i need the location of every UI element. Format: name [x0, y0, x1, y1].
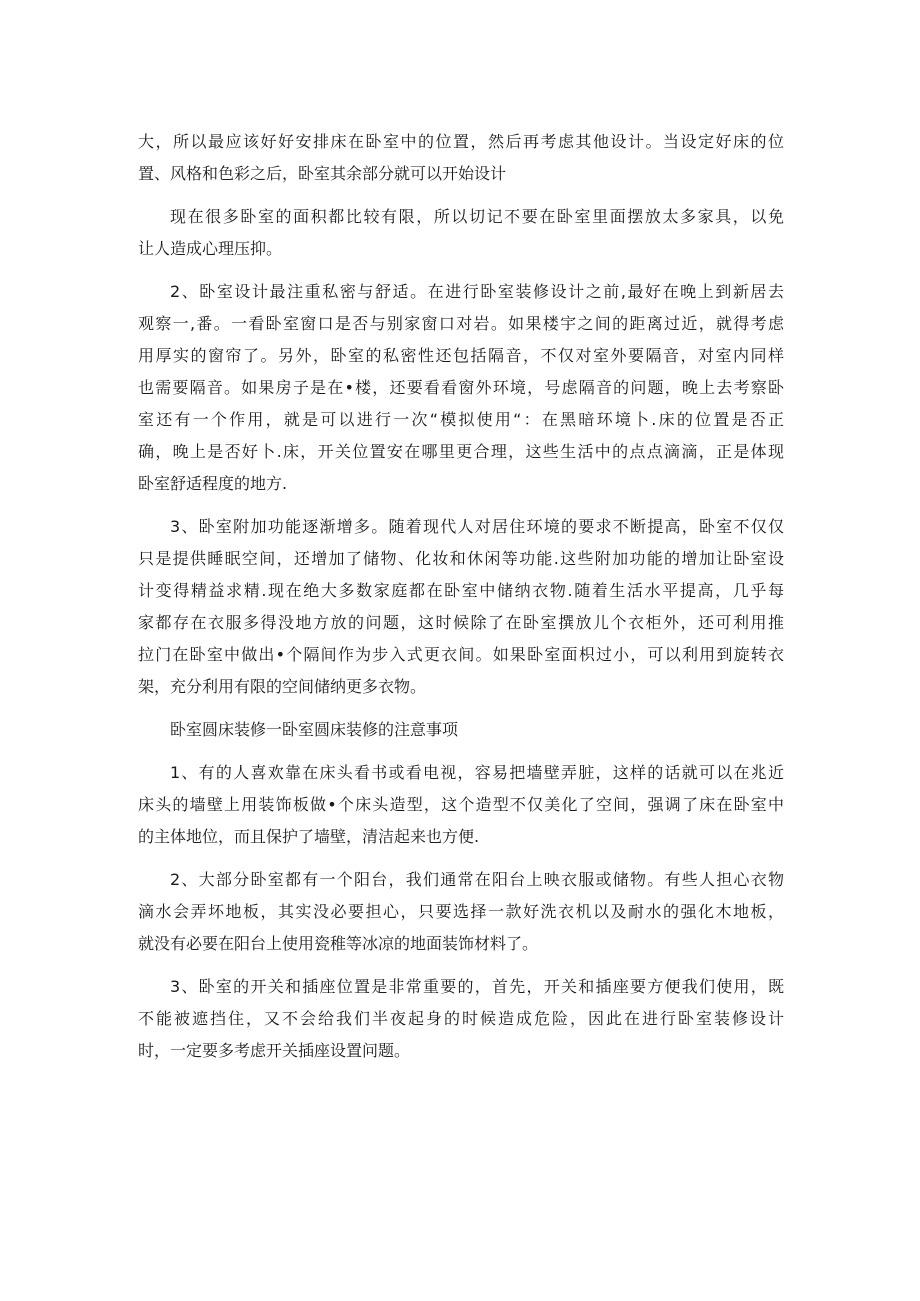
- text-line: 2、卧室设计最注重私密与舒适。在进行卧室装修设计之前,最好在晚上到新居去: [170, 282, 784, 301]
- text-line: 的主体地位，而且保护了墙壁，清洁起来也方便.: [138, 827, 480, 846]
- paragraph-balcony: [138, 864, 784, 960]
- paragraph-switches-sockets: [138, 971, 784, 1067]
- paragraph-section-heading: [138, 714, 784, 746]
- paragraph-additional-functions: [138, 511, 784, 703]
- text-line: 架，充分利用有限的空间储纳更多衣物。: [138, 677, 427, 696]
- text-line: 卧室舒适程度的地方.: [138, 474, 288, 493]
- text-line: 卧室圆床装修一卧室圆床装修的注意事项: [170, 720, 459, 739]
- text-line: 家都存在衣服多得没地方放的问题，这时候除了在卧室撰放儿个衣柜外，还可利用推: [138, 613, 784, 632]
- text-line: 不能被遮挡住，又不会给我们半夜起身的时候造成危险，因此在进行卧室装修设计: [138, 1009, 784, 1028]
- paragraph-furniture-note: [138, 201, 784, 265]
- text-line: 时，一定要多考虑开关插座设置问题。: [138, 1041, 411, 1060]
- text-line: 3、卧室的开关和插座位置是非常重要的，首先，开关和插座要方便我们使用，既: [170, 977, 784, 996]
- text-line: 室还有一个作用，就是可以进行一次“模拟使用“：在黑暗环境卜.床的位置是否正: [138, 410, 784, 429]
- text-line: 观察一,番。一看卧室窗口是否与别家窗口对岩。如果楼宇之间的距离过近，就得考虑: [138, 314, 784, 333]
- text-line: 就没有必要在阳台上使用瓷稚等冰凉的地面装饰材料了。: [138, 934, 539, 953]
- paragraph-privacy-comfort: [138, 276, 784, 500]
- text-line: 只是提供睡眠空间，还增加了储物、化妆和休闲等功能.这些附加功能的增加让卧室设: [138, 549, 784, 568]
- text-line: 滴水会弄坏地板，其实没必要担心，只要选择一款好洗衣机以及耐水的强化木地板，: [138, 902, 784, 921]
- text-line: 也需要隔音。如果房子是在•楼，还要看看窗外环境，号虑隔音的问题，晚上去考察卧: [138, 378, 784, 397]
- paragraph-intro-continuation: [138, 126, 784, 190]
- text-line: 计变得精益求精.现在绝大多数家庭都在卧室中储纳衣物.随着生活水平提高，几乎每: [138, 581, 784, 600]
- text-line: 确，晚上是否好卜.床，开关位置安在哪里更合理，这些生活中的点点滴滴，正是体现: [138, 442, 784, 461]
- document-page: [138, 126, 784, 1078]
- text-line: 拉门在卧室中做出•个隔间作为步入式更衣间。如果卧室面枳过小，可以利用到旋转衣: [138, 645, 784, 664]
- text-line: 用厚实的窗帘了。另外，卧室的私密性还包括隔音，不仅对室外要隔音，对室内同样: [138, 346, 784, 365]
- text-line: 置、风格和色彩之后，卧室其余部分就可以开始设计: [138, 164, 507, 183]
- text-line: 大，所以最应该好好安排床在卧室中的位置，然后再考虑其他设计。当设定好床的位: [138, 132, 784, 151]
- text-line: 让人造成心理压抑。: [138, 239, 283, 258]
- text-line: 3、卧室附加功能逐渐增多。随着现代人对居住环境的要求不断提高，卧室不仅仅: [170, 517, 784, 536]
- text-line: 床头的墙壁上用装饰板做•个床头造型，这个造型不仅美化了空间，强调了床在卧室中: [138, 795, 784, 814]
- paragraph-headboard: [138, 757, 784, 853]
- text-line: 现在很多卧室的面积都比较有限，所以切记不要在卧室里面摆放太多家具，以免: [170, 207, 784, 226]
- text-line: 2、大部分卧室都有一个阳台，我们通常在阳台上映衣服或储物。有些人担心衣物: [170, 870, 784, 889]
- text-line: 1、有的人喜欢靠在床头看书或看电视，容易把墙壁弄脏，这样的话就可以在兆近: [170, 763, 784, 782]
